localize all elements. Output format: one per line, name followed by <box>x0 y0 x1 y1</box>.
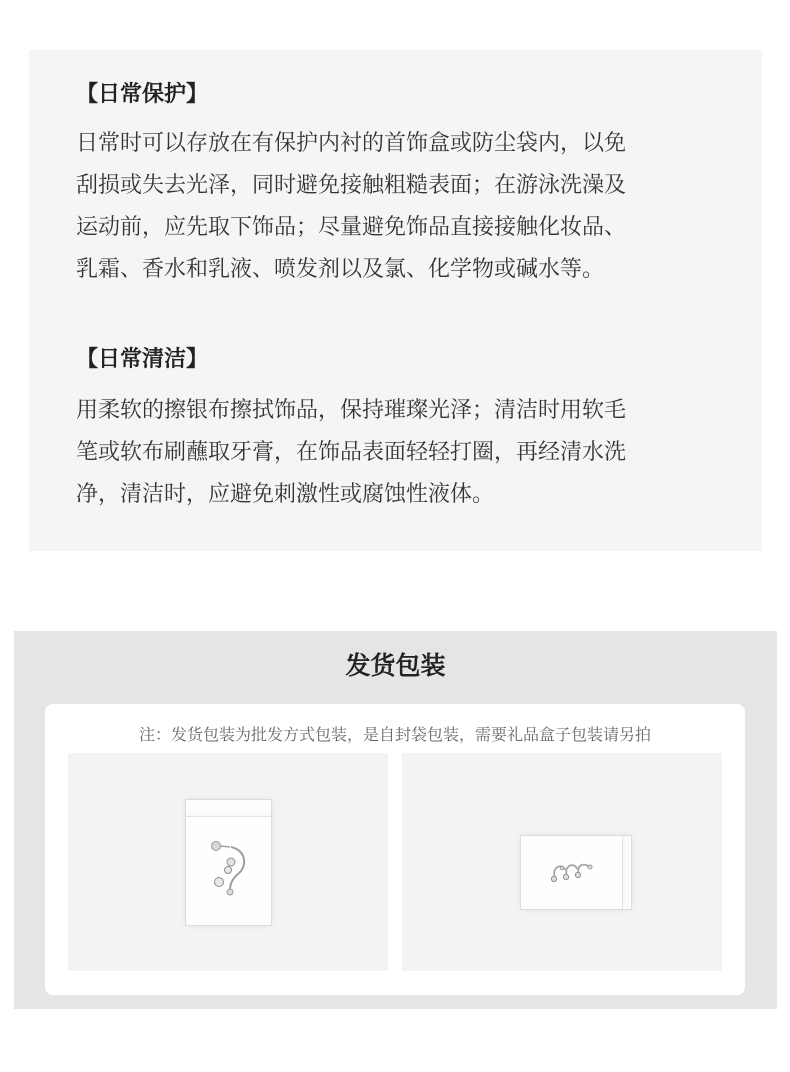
paragraph-line: 运动前，应先取下饰品；尽量避免饰品直接接触化妆品、 <box>76 215 627 240</box>
packaging-card <box>45 704 745 995</box>
paragraph-line: 日常时可以存放在有保护内衬的首饰盒或防尘袋内，以免 <box>76 131 627 156</box>
ziplock-bag-icon <box>185 799 272 926</box>
earrings-icon <box>521 836 631 909</box>
packaging-section <box>14 631 777 1009</box>
earring-icon <box>186 800 271 925</box>
daily-protection-heading: 【日常保护】 <box>76 82 209 107</box>
packaging-photo-single <box>68 753 388 971</box>
paragraph-line: 乳霜、香水和乳液、喷发剂以及氯、化学物或碱水等。 <box>76 257 605 282</box>
ziplock-bag-icon <box>520 835 632 910</box>
paragraph-line: 净，清洁时，应避免刺激性或腐蚀性液体。 <box>76 482 495 507</box>
packaging-title: 发货包装 <box>345 651 446 680</box>
daily-cleaning-text <box>76 390 716 516</box>
paragraph-line: 刮损或失去光泽，同时避免接触粗糙表面；在游泳洗澡及 <box>76 173 627 198</box>
paragraph-line: 笔或软布刷蘸取牙膏，在饰品表面轻轻打圈，再经清水洗 <box>76 440 627 465</box>
daily-protection-text <box>76 123 716 291</box>
packaging-note: 注：发货包装为批发方式包装，是自封袋包装，需要礼品盒子包装请另拍 <box>138 725 651 744</box>
daily-cleaning-heading: 【日常清洁】 <box>76 347 209 372</box>
paragraph-line: 用柔软的擦银布擦拭饰品，保持璀璨光泽；清洁时用软毛 <box>76 398 627 423</box>
care-instructions-panel <box>29 50 762 551</box>
packaging-photo-multiple <box>402 753 722 971</box>
